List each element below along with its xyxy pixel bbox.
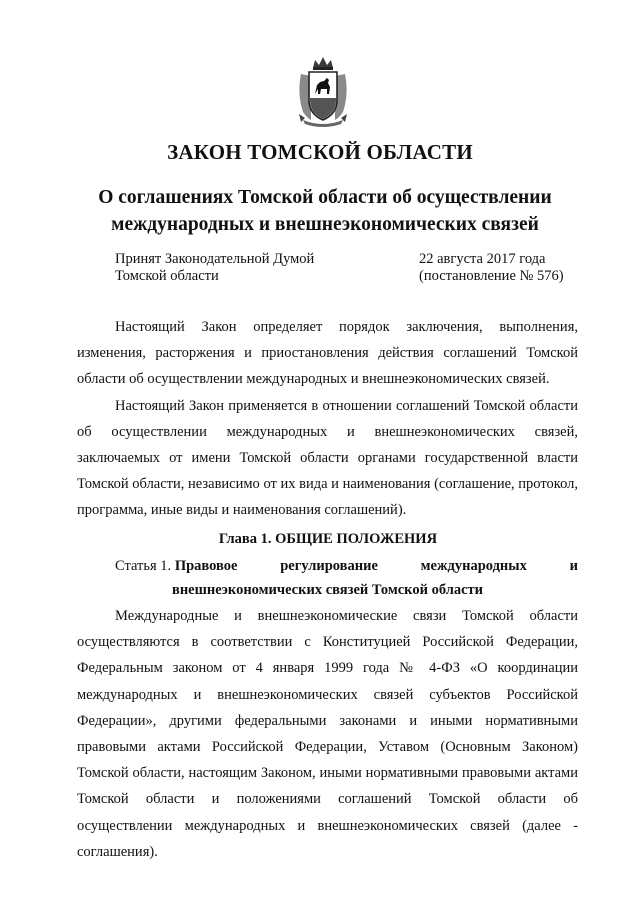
article-title-line2: внешнеэкономических связей Томской области (172, 582, 483, 598)
article-title-word: международных (420, 558, 527, 574)
adoption-decree: (постановление № 576) (419, 268, 564, 284)
chapter-heading: Глава 1. ОБЩИЕ ПОЛОЖЕНИЯ (218, 531, 438, 547)
article-heading (115, 554, 578, 602)
adoption-body-line: Томской области (115, 268, 219, 284)
article-heading-line (115, 554, 578, 578)
article-paragraph: Международные и внешнеэкономические связи Томской области осуществляются в соответствии с Конституцией Российской Федерации, Федеральным законом от 4 января 1999 года № 4-ФЗ «О координации международных и внешнеэкономических связей субъектов Российской Федерации», другими федеральными законами и иными нормативными правовыми актами Российской Федерации, Уставом (Основным Законом) Томской области, настоящим Законом, иными нормативными правовыми актами Томской области и положениями соглашений Томской области об осуществлении международных и внешнеэкономических связей (далее - соглашения). (77, 608, 578, 860)
article-title-start (115, 554, 237, 578)
preamble (77, 314, 578, 524)
preamble-paragraph: Настоящий Закон определяет порядок заключения, выполнения, изменения, расторжения и приостановления действия соглашений Томской области об осуществлении международных и внешнеэкономических связей. (77, 319, 578, 388)
article-title-word: и (569, 558, 578, 574)
article-title-word: Правовое (174, 558, 238, 574)
law-subtitle-line: международных и внешнеэкономических связей (111, 214, 539, 235)
law-title: ЗАКОН ТОМСКОЙ ОБЛАСТИ (167, 140, 473, 164)
article-title-word: регулирование (280, 558, 378, 574)
tomsk-coat-of-arms-icon (293, 54, 353, 128)
adoption-body (115, 251, 314, 285)
adoption-date: 22 августа 2017 года (419, 251, 546, 267)
law-subtitle (60, 184, 590, 238)
adoption-body-line: Принят Законодательной Думой (115, 251, 315, 267)
preamble-paragraph: Настоящий Закон применяется в отношении соглашений Томской области об осуществлении международных и внешнеэкономических связей, заключаемых от имени Томской области органами государственной власти Томской области, независимо от их вида и наименования (соглашение, протокол, программа, иные виды и наименования соглашений). (77, 397, 578, 519)
adoption-date-block (419, 251, 564, 285)
article-body (77, 603, 578, 865)
article-label: Статья 1. (115, 558, 172, 574)
law-subtitle-line: О соглашениях Томской области об осуществлении (98, 187, 552, 208)
